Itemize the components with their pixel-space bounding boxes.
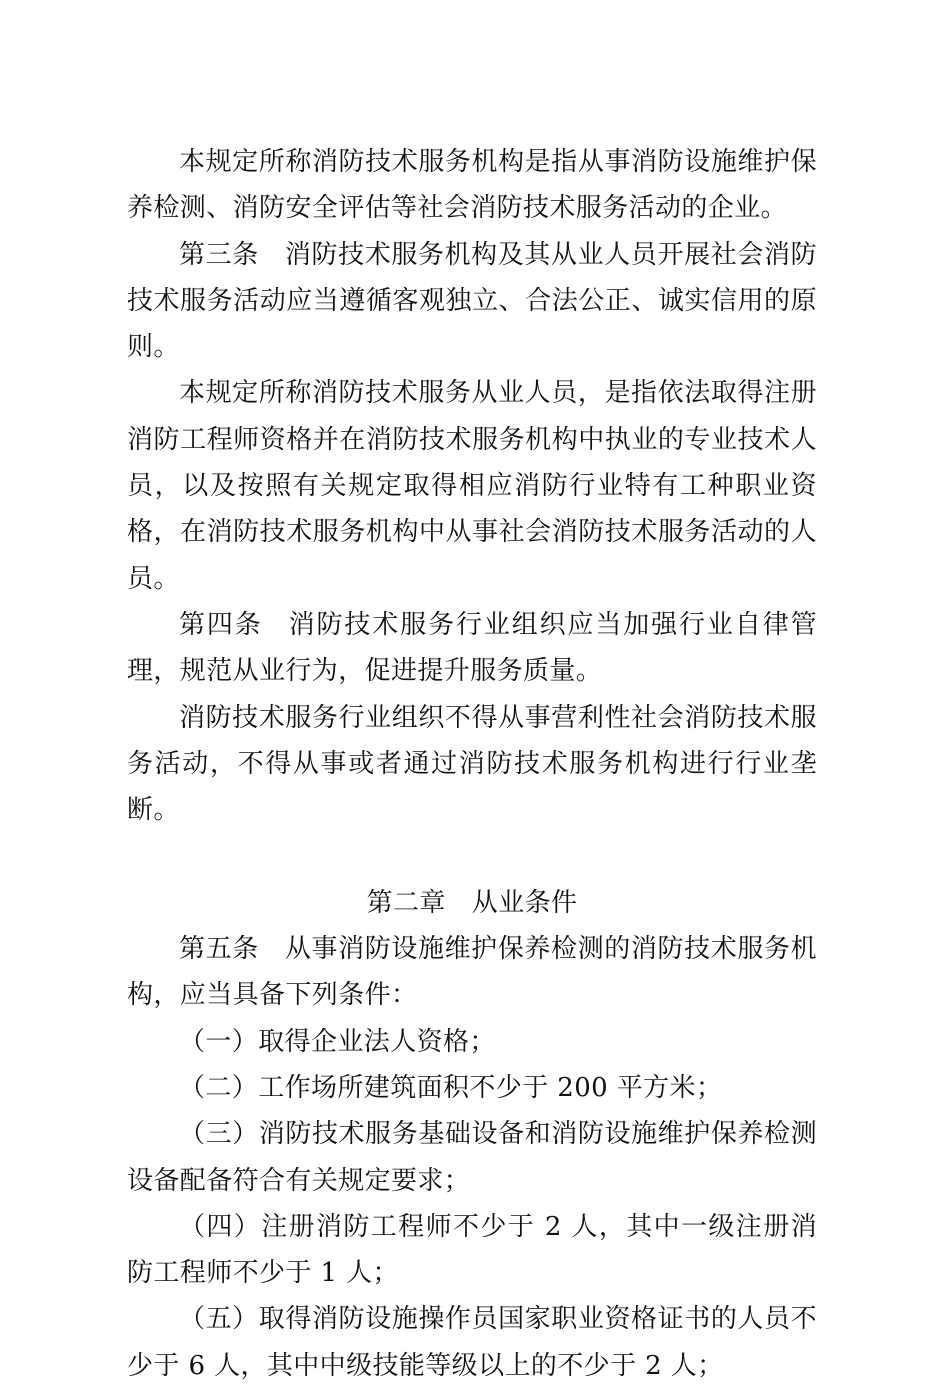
chapter-number: 第二章 (366, 887, 446, 918)
document-body (127, 139, 817, 1389)
article-5-number: 第五条 (179, 934, 259, 965)
article-4 (127, 602, 817, 695)
chapter-title: 从业条件 (471, 887, 578, 918)
list-item: （三）消防技术服务基础设备和消防设施维护保养检测设备配备符合有关规定要求； (127, 1119, 817, 1196)
article-3-text: 消防技术服务机构及其从业人员开展社会消防技术服务活动应当遵循客观独立、合法公正、诚实信用的原则。 (127, 239, 817, 363)
article-5 (127, 926, 817, 1019)
article-3 (127, 232, 817, 371)
list-item: （五）取得消防设施操作员国家职业资格证书的人员不少于 6 人，其中中级技能等级以上的不少于 2 人； (127, 1304, 817, 1381)
list-item: （四）注册消防工程师不少于 2 人，其中一级注册消防工程师不少于 1 人； (127, 1211, 817, 1289)
list-item: （一）取得企业法人资格； (179, 1026, 496, 1057)
chapter-heading (127, 880, 817, 926)
paragraph-definition-practitioner: 本规定所称消防技术服务从业人员，是指依法取得注册消防工程师资格并在消防技术服务机构中执业的专业技术人员，以及按照有关规定取得相应消防行业特有工种职业资格，在消防技术服务机构中从事社会消防技术服务活动的人员。 (127, 378, 817, 594)
paragraph-definition-institution: 本规定所称消防技术服务机构是指从事消防设施维护保养检测、消防安全评估等社会消防技术服务活动的企业。 (127, 147, 817, 224)
article-4-text: 消防技术服务行业组织应当加强行业自律管理，规范从业行为，促进提升服务质量。 (127, 609, 817, 687)
article-3-number: 第三条 (179, 239, 259, 270)
article-5-text: 从事消防设施维护保养检测的消防技术服务机构，应当具备下列条件： (127, 934, 817, 1011)
article-4-number: 第四条 (179, 609, 263, 640)
paragraph-industry-prohibition: 消防技术服务行业组织不得从事营利性社会消防技术服务活动，不得从事或者通过消防技术服务机构进行行业垄断。 (127, 702, 817, 826)
list-item: （二）工作场所建筑面积不少于 200 平方米； (179, 1072, 723, 1103)
